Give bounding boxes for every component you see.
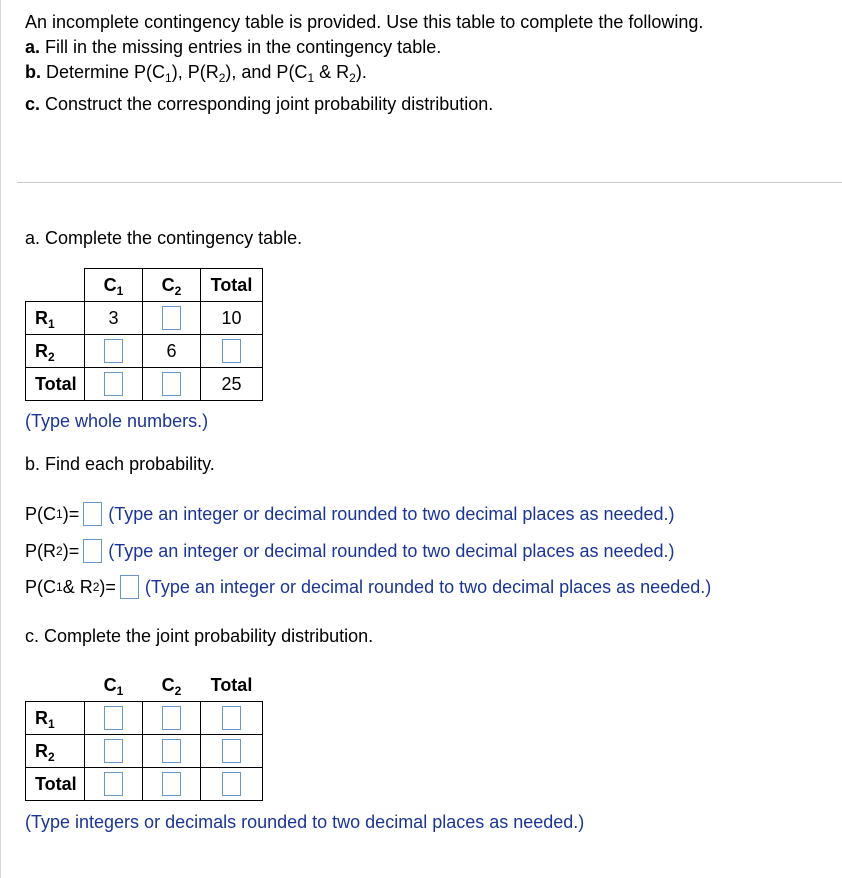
jp-cell-r1-total (201, 702, 263, 735)
cell-grand-total: 25 (201, 368, 263, 401)
intro-line-1: An incomplete contingency table is provided. Use this table to complete the following. (25, 12, 704, 32)
cell-total-c2 (143, 368, 201, 401)
jp-cell-r2-total (201, 735, 263, 768)
jp-input-total-c2[interactable] (162, 772, 181, 796)
input-r2-c1[interactable] (104, 339, 123, 363)
part-a-heading: a. Complete the contingency table. (25, 228, 303, 248)
input-r2-total[interactable] (222, 339, 241, 363)
jp-input-r2-c2[interactable] (162, 739, 181, 763)
col-header-c1: $C_1$ (85, 269, 143, 302)
jp-cell-r2-c1 (85, 735, 143, 768)
hint-p-r2: (Type an integer or decimal rounded to two decimal places as needed.) (108, 540, 675, 561)
intro-line-c: c. Construct the corresponding joint probability distribution. (25, 94, 494, 114)
col-header-c2: $C_2$ (143, 269, 201, 302)
input-p-r2[interactable] (83, 539, 102, 563)
part-c-hint: (Type integers or decimals rounded to two decimal places as needed.) (25, 812, 585, 832)
answer-p-r2: P(R 2 ) = (Type an integer or decimal rounded to two decimal places as needed.) (25, 538, 675, 564)
jp-cell-r1-c2 (143, 702, 201, 735)
input-p-c1-and-r2[interactable] (120, 575, 139, 599)
contingency-table (25, 268, 263, 401)
intro-line-b: b. Determine $P(C_1)$, $P(R_2)$, and $P(C_1$ & $R_2$). (25, 62, 367, 85)
jp-col-header-c1: $C_1$ (103, 674, 124, 698)
answer-p-c1: P(C 1 ) = (Type an integer or decimal rounded to two decimal places as needed.) (25, 501, 675, 527)
part-a-hint: (Type whole numbers.) (25, 411, 209, 431)
input-total-c2[interactable] (162, 372, 181, 396)
part-c-heading: c. Complete the joint probability distribution. (25, 626, 374, 646)
cell-r2-c1 (85, 335, 143, 368)
jp-cell-grand-total (201, 768, 263, 801)
row-header-total: Total (26, 368, 85, 401)
jp-input-grand-total[interactable] (222, 772, 241, 796)
cell-r2-total (201, 335, 263, 368)
divider (17, 182, 842, 183)
answer-p-c1-and-r2: P(C 1 & R 2 ) = (Type an integer or decimal rounded to two decimal places as needed.) (25, 574, 711, 600)
cell-total-c1 (85, 368, 143, 401)
input-p-c1[interactable] (83, 502, 102, 526)
row-header-r1: $R_1$ (26, 302, 85, 335)
hint-p-c1-and-r2: (Type an integer or decimal rounded to two decimal places as needed.) (144, 576, 712, 597)
jp-col-header-c2: $C_2$ (161, 674, 182, 698)
input-r1-c2[interactable] (162, 306, 181, 330)
jp-cell-r1-c1 (85, 702, 143, 735)
intro-line-a: a. Fill in the missing entries in the contingency table. (25, 37, 442, 57)
input-total-c1[interactable] (104, 372, 123, 396)
jp-col-header-total: Total (210, 674, 253, 695)
cell-r1-c1: 3 (85, 302, 143, 335)
cell-r2-c2: 6 (143, 335, 201, 368)
jp-row-header-r1: $R_1$ (26, 702, 85, 735)
jp-cell-total-c2 (143, 768, 201, 801)
part-b-heading: b. Find each probability. (25, 454, 215, 474)
cell-r1-total: 10 (201, 302, 263, 335)
jp-input-r1-c2[interactable] (162, 706, 181, 730)
jp-cell-total-c1 (85, 768, 143, 801)
hint-p-c1: (Type an integer or decimal rounded to two decimal places as needed.) (108, 503, 675, 524)
jp-input-r2-c1[interactable] (104, 739, 123, 763)
jp-input-total-c1[interactable] (104, 772, 123, 796)
col-header-total: Total (201, 269, 263, 302)
cell-r1-c2 (143, 302, 201, 335)
jp-cell-r2-c2 (143, 735, 201, 768)
jp-input-r1-c1[interactable] (104, 706, 123, 730)
jp-row-header-total: Total (26, 768, 85, 801)
jp-input-r2-total[interactable] (222, 739, 241, 763)
row-header-r2: $R_2$ (26, 335, 85, 368)
joint-probability-table (25, 669, 263, 801)
jp-input-r1-total[interactable] (222, 706, 241, 730)
jp-row-header-r2: $R_2$ (26, 735, 85, 768)
